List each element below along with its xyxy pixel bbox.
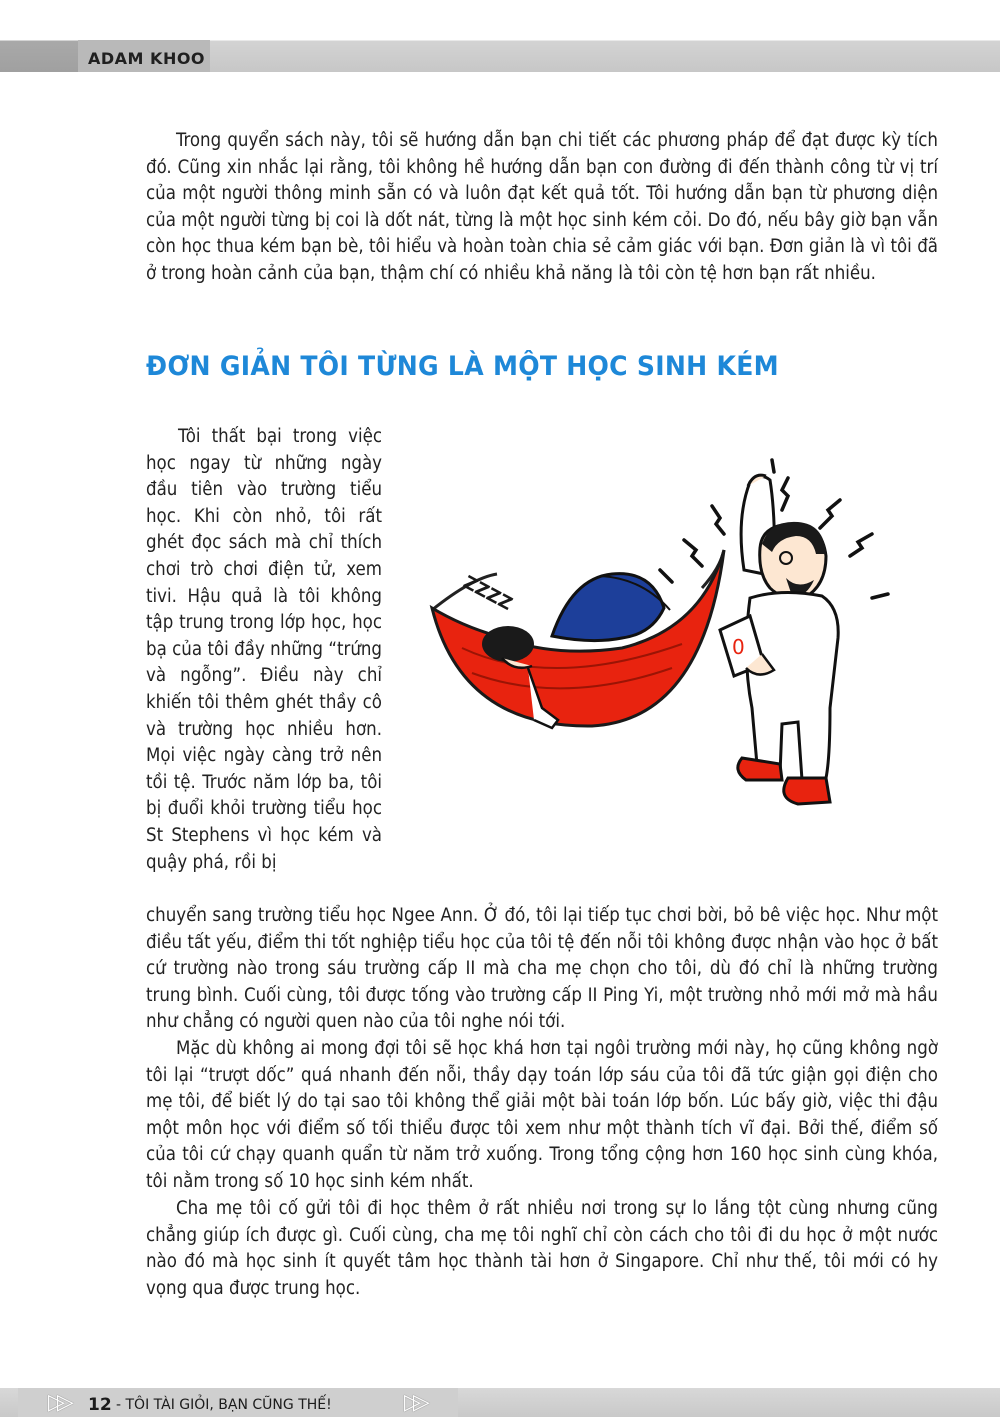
cartoon-illustration <box>402 458 914 830</box>
paragraph-2-wrapped: Tôi thất bại trong việc học ngay từ những ngày đầu tiên vào trường tiểu học. Khi còn nhỏ, tôi rất ghét đọc sách mà chỉ thích chơi trò chơi điện tử, xem tivi. Hậu quả là tôi không tập trung trong lớp học, học bạ của tôi đầy những “trứng và ngỗng”. Điều này chỉ khiến tôi thêm ghét thầy cô và trường học nhiều hơn. Mọi việc ngày càng trở nên tồi tệ. Trước năm lớp ba, tôi bị đuổi khỏi trường tiểu học St Stephens vì học kém và quậy phá, rồi bị <box>146 426 382 873</box>
paragraph-2-continuation: chuyển sang trường tiểu học Ngee Ann. Ở đó, tôi lại tiếp tục chơi bời, bỏ bê việc học. Như một điều tất yếu, điểm thi tốt nghiệp tiểu học của tôi tệ đến nỗi tôi không được nhận vào học ở bất cứ trường nào trong sáu trường cấp II mà cha mẹ chọn cho tôi, dù đó chỉ là những trường trung bình. Cuối cùng, tôi được tống vào trường cấp II Ping Yi, một trường nhỏ mới mở mà hầu như chẳng có người quen nào của tôi nghe nói tới. <box>146 905 938 1033</box>
teacher-shoe-right <box>784 778 830 804</box>
section-heading: ĐƠN GIẢN TÔI TỪNG LÀ MỘT HỌC SINH KÉM <box>146 351 779 382</box>
report-card-grade: 0 <box>732 635 745 659</box>
teacher-coat <box>746 592 838 780</box>
header-corner <box>0 0 78 72</box>
running-footer-title: - TÔI TÀI GIỎI, BẠN CŨNG THẾ! <box>116 1397 332 1413</box>
intro-paragraph: Trong quyển sách này, tôi sẽ hướng dẫn bạn chi tiết các phương pháp để đạt được kỳ tích đó. Cũng xin nhắc lại rằng, tôi không hề hướng dẫn bạn con đường đi đến thành công từ vị trí của một người thông minh sẵn có và luôn đạt kết quả tốt. Tôi hướng dẫn bạn từ phương diện của một người từng bị coi là dốt nát, từng là một học sinh kém cỏi. Do đó, nếu bây giờ bạn vẫn còn học thua kém bạn bè, tôi hiểu và hoàn toàn chia sẻ cảm giác với bạn. Đơn giản là vì tôi đã ở trong hoàn cảnh của bạn, thậm chí có nhiều khả năng là tôi còn tệ hơn bạn rất nhiều. <box>146 130 938 284</box>
boy-legs-jeans <box>552 574 664 641</box>
header-tab <box>78 40 210 72</box>
snore-text: ZZZZ <box>459 571 516 615</box>
page-number: 12 <box>88 1395 112 1415</box>
running-head-author: ADAM KHOO <box>88 49 206 68</box>
paragraph-4: Cha mẹ tôi cố gửi tôi đi học thêm ở rất nhiều nơi trong sự lo lắng tột cùng nhưng cũng chẳng giúp ích được gì. Cuối cùng, cha mẹ tôi nghĩ chỉ còn cách cho tôi đi du học ở một nước nào đó mà học sinh ít quyết tâm học thành tài hơn ở Singapore. Chỉ như thế, tôi mới có hy vọng qua được trung học. <box>146 1198 938 1299</box>
footer-arrow-icon-left: ▷▷ <box>48 1390 66 1415</box>
boy-hair <box>482 626 534 662</box>
paragraph-3: Mặc dù không ai mong đợi tôi sẽ học khá hơn tại ngôi trường mới này, họ cũng không ngờ tôi lại “trượt dốc” quá nhanh đến nỗi, thầy dạy toán lớp sáu của tôi đã tức giận gọi điện cho mẹ tôi, để biết lý do tại sao tôi không thể giải một bài toán lớp bốn. Lúc bấy giờ, việc thi đậu một môn học với điểm số tối thiểu được tôi xem như một thành tích vĩ đại. Bởi thế, điểm số của tôi cứ chạy quanh quẩn từ năm trở xuống. Trong tổng cộng hơn 160 học sinh cùng khóa, tôi nằm trong số 10 học sinh kém nhất. <box>146 1038 938 1192</box>
footer-arrow-icon-right: ▷▷ <box>404 1390 422 1415</box>
